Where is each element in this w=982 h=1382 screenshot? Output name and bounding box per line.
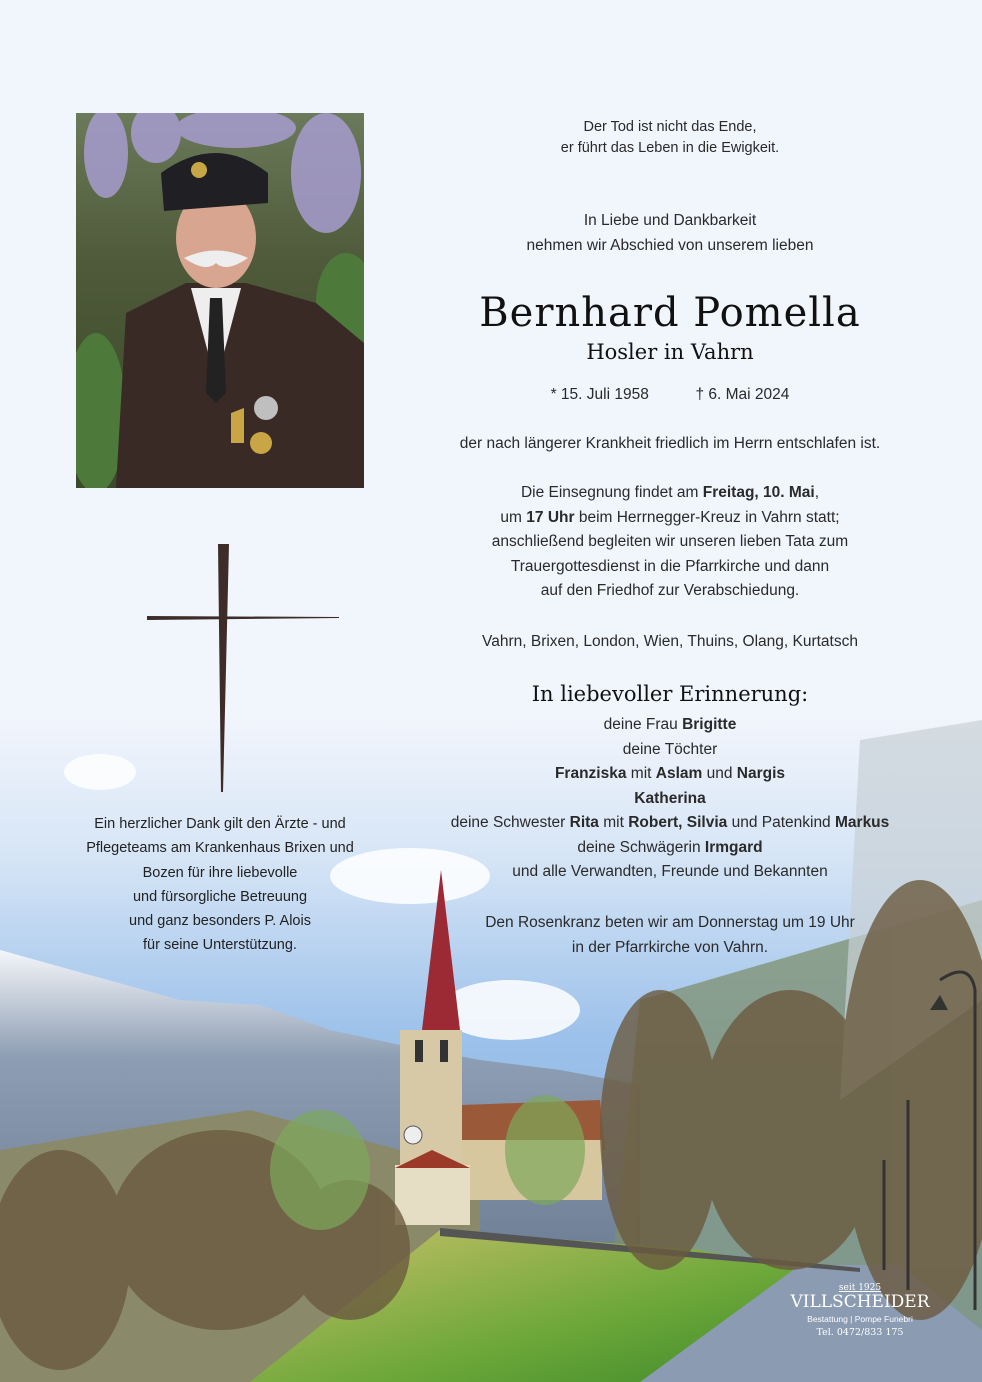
mourner-name: Irmgard (704, 838, 763, 856)
deceased-name: Bernhard Pomella (479, 290, 861, 336)
text: mit (626, 765, 656, 782)
funeral-time: 17 Uhr (526, 508, 575, 526)
text: und (702, 765, 737, 782)
thanks-note (70, 812, 370, 958)
portrait-photo (76, 113, 364, 488)
text: und Patenkind (727, 814, 835, 831)
places: Vahrn, Brixen, London, Wien, Thuins, Olang, Kurtatsch (482, 633, 858, 650)
intro (420, 209, 920, 258)
life-dates (420, 383, 920, 408)
death-date: † 6. Mai 2024 (695, 386, 790, 403)
motto-line: Der Tod ist nicht das Ende, (583, 119, 757, 135)
mourner-name: Katherina (634, 789, 706, 807)
funeral-home-logo (780, 1283, 940, 1338)
intro-line: nehmen wir Abschied von unserem lieben (526, 236, 814, 254)
logo-since: seit 1925 (838, 1283, 882, 1293)
text: um (500, 508, 527, 526)
text: und ganz besonders P. Alois (129, 913, 311, 930)
funeral-date: Freitag, 10. Mai (702, 484, 815, 501)
text: auf den Friedhof zur Verabschiedung. (540, 582, 800, 599)
mourner-name: Markus (835, 814, 890, 831)
text: , (814, 484, 820, 501)
text: Trauergottesdienst in die Pfarrkirche und dann (510, 557, 830, 575)
text: deine Schwägerin (577, 838, 705, 856)
mourner-name: Franziska (554, 765, 627, 782)
mourner-name: Nargis (736, 765, 786, 782)
text: Den Rosenkranz beten wir am Donnerstag um 19 Uhr (485, 914, 855, 931)
rosary-info (420, 911, 920, 960)
logo-name: VILLSCHEIDER (790, 1292, 930, 1312)
text: Die Einsegnung findet am (520, 484, 703, 501)
text: deine Frau (603, 716, 683, 733)
cross-icon (145, 544, 341, 794)
text: und fürsorgliche Betreuung (132, 888, 308, 905)
text: beim Herrnegger-Kreuz in Vahrn statt; (574, 508, 840, 526)
death-line: der nach längerer Krankheit friedlich im Herrn entschlafen ist. (459, 435, 881, 452)
intro-line: In Liebe und Dankbarkeit (583, 212, 757, 229)
logo-phone: Tel. 0472/833 175 (816, 1327, 904, 1338)
text: für seine Unterstützung. (143, 937, 297, 954)
funeral-details (420, 481, 920, 604)
mourner-name: Aslam (655, 765, 703, 782)
text: Pflegeteams am Krankenhaus Brixen und (86, 840, 354, 857)
memory-heading: In liebevoller Erinnerung: (531, 682, 809, 706)
birth-date: * 15. Juli 1958 (550, 386, 649, 403)
mourner-name: Robert, Silvia (628, 814, 728, 831)
text: in der Pfarrkirche von Vahrn. (571, 938, 769, 956)
motto (420, 117, 920, 159)
text: und alle Verwandten, Freunde und Bekannten (512, 863, 828, 880)
motto-line: er führt das Leben in die Ewigkeit. (560, 140, 780, 156)
logo-tagline: Bestattung | Pompe Funebri (807, 1314, 913, 1324)
mourner-name: Rita (569, 814, 599, 831)
text: deine Töchter (622, 740, 718, 758)
text: Bozen für ihre liebevolle (142, 864, 298, 881)
deceased-subtitle: Hosler in Vahrn (586, 340, 754, 364)
text: Ein herzlicher Dank gilt den Ärzte - und (94, 816, 346, 832)
text: deine Schwester (450, 814, 570, 831)
text: mit (598, 814, 629, 831)
text: anschließend begleiten wir unseren lieben Tata zum (491, 533, 849, 550)
mourner-name: Brigitte (682, 716, 737, 733)
mourners-list (420, 713, 920, 885)
